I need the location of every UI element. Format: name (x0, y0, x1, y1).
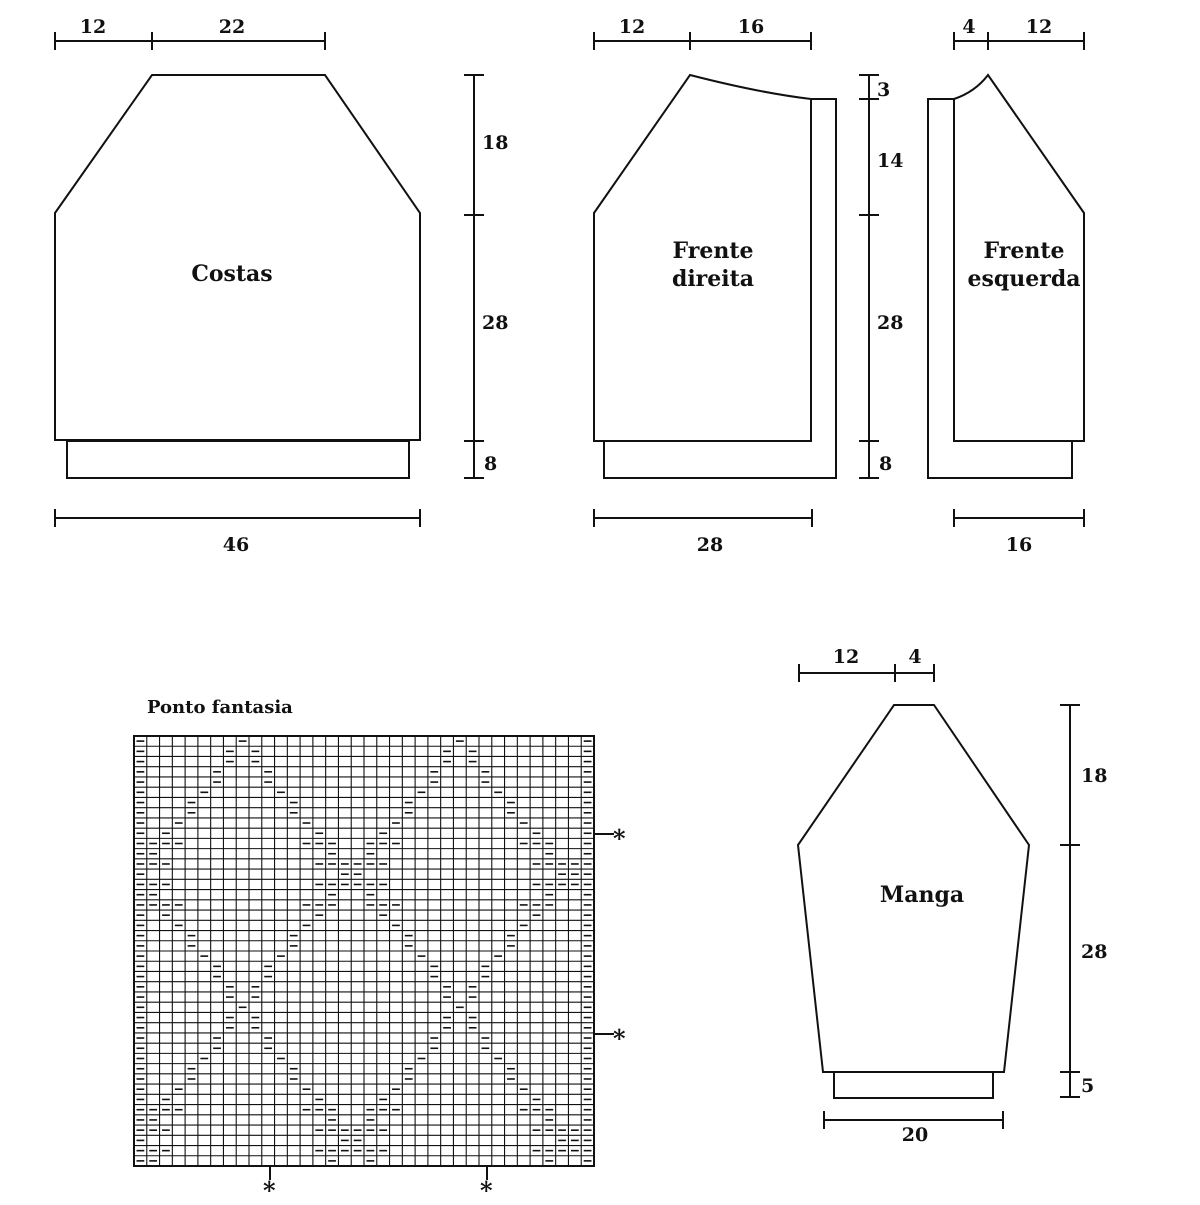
front-body-dim: 28 (877, 312, 904, 334)
front-side-dimension (859, 75, 879, 478)
left-front-label-2: esquerda (967, 266, 1081, 292)
front-neck-drop-dim: 3 (877, 79, 891, 101)
stitch-chart-grid (134, 736, 594, 1166)
sleeve-cuff-height-dim: 5 (1081, 1075, 1095, 1097)
sleeve-side-dimension (1060, 705, 1080, 1097)
repeat-marker-right-bottom: * (613, 1024, 626, 1053)
right-front-neck-dim: 16 (737, 16, 765, 38)
right-front-label-2: direita (671, 266, 755, 292)
left-front-label-1: Frente (983, 238, 1065, 264)
sleeve-label: Manga (879, 882, 965, 908)
front-armhole-dim: 14 (877, 150, 904, 172)
back-side-dimension (464, 75, 484, 478)
left-front-shoulder-dim: 12 (1025, 16, 1053, 38)
repeat-marker-right-top: * (613, 824, 626, 853)
sleeve-cap-left-dim: 12 (832, 646, 860, 668)
back-width-dim: 46 (222, 534, 250, 556)
right-front-label-1: Frente (672, 238, 754, 264)
back-width-dimension (55, 509, 420, 527)
back-ribbing (67, 441, 409, 478)
repeat-marker-bottom-left: * (263, 1176, 276, 1200)
back-body-dim: 28 (482, 312, 509, 334)
back-outline (55, 75, 420, 440)
left-front-width-dimension (954, 509, 1084, 527)
left-front-width-dim: 16 (1005, 534, 1033, 556)
left-front-neck-dim: 4 (962, 16, 976, 38)
sleeve-body-height-dim: 28 (1081, 941, 1108, 963)
sleeve-width-dim: 20 (901, 1124, 929, 1146)
back-armhole-dim: 18 (482, 132, 509, 154)
sleeve-cap-height-dim: 18 (1081, 765, 1108, 787)
repeat-marker-bottom-right: * (480, 1176, 493, 1200)
sleeve-cuff (834, 1072, 993, 1098)
back-label: Costas (191, 261, 273, 287)
back-neck-dim: 22 (218, 16, 246, 38)
front-ribbing-dim: 8 (879, 453, 893, 475)
right-front-width-dimension (594, 509, 812, 527)
right-front-width-dim: 28 (696, 534, 724, 556)
sleeve-cap-top-dim: 4 (908, 646, 922, 668)
right-front-shoulder-dim: 12 (618, 16, 646, 38)
stitch-chart-title: Ponto fantasia (147, 697, 293, 718)
back-shoulder-dim: 12 (79, 16, 107, 38)
back-ribbing-dim: 8 (484, 453, 498, 475)
repeat-marker-lines (270, 834, 614, 1180)
